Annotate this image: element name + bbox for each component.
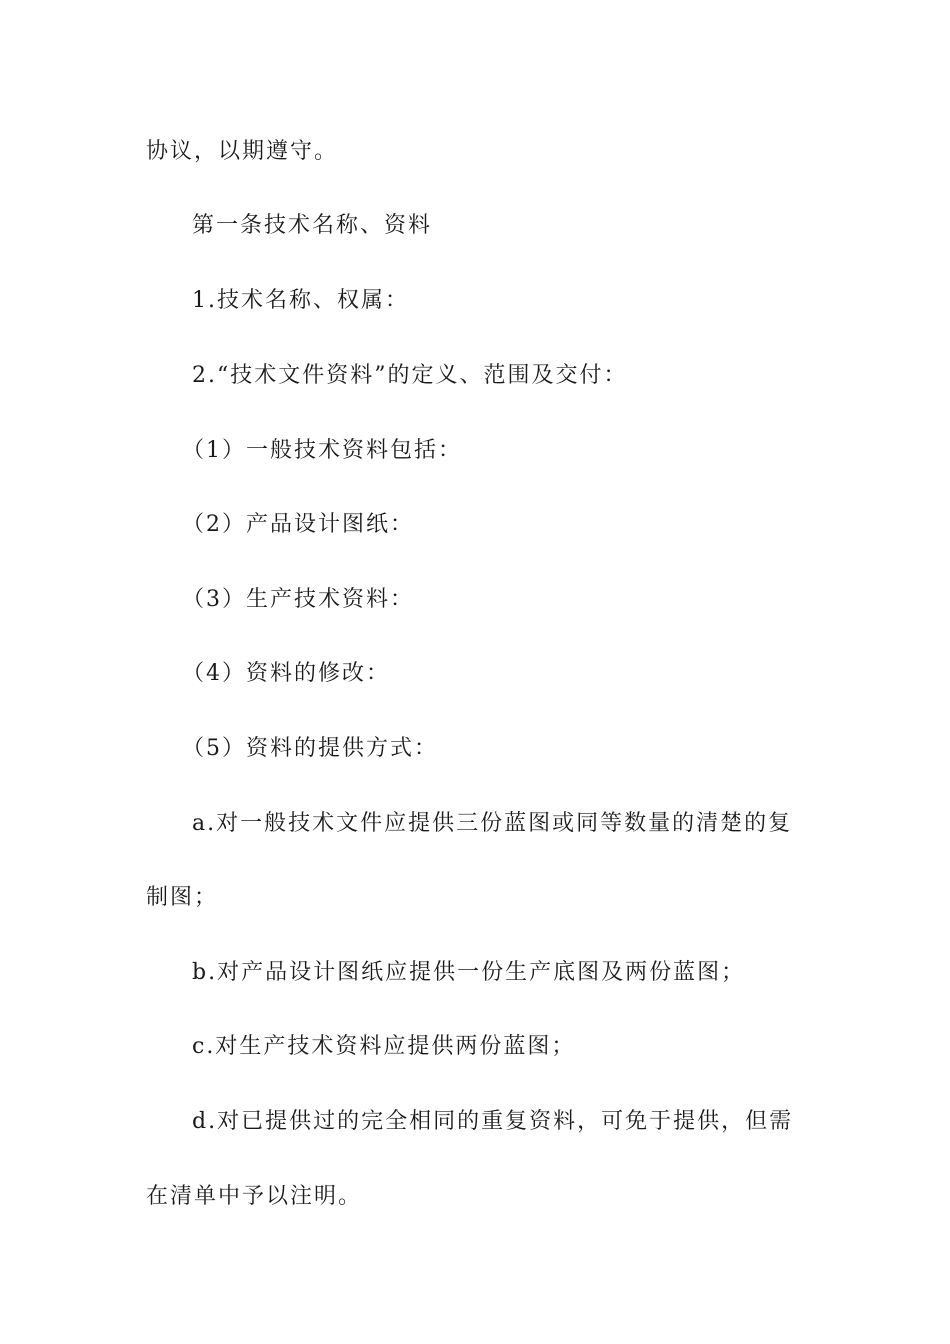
item-b: b.对产品设计图纸应提供一份生产底图及两份蓝图； (192, 960, 746, 985)
article-heading: 第一条技术名称、资料 (192, 213, 433, 238)
sub-item-5: （5）资料的提供方式： (182, 736, 438, 761)
item-c: c.对生产技术资料应提供两份蓝图； (192, 1034, 576, 1059)
item-d-line-1: d.对已提供过的完全相同的重复资料，可免于提供，但需 (192, 1109, 794, 1134)
item-a-line-1: a.对一般技术文件应提供三份蓝图或同等数量的清楚的复 (192, 811, 793, 836)
item-d-line-2: 在清单中予以注明。 (146, 1184, 363, 1209)
sub-item-2: （2）产品设计图纸： (182, 512, 414, 537)
sub-item-4: （4）资料的修改： (182, 661, 390, 686)
clause-2: 2.“技术文件资料”的定义、范围及交付： (192, 363, 628, 388)
paragraph-continuation: 协议，以期遵守。 (146, 139, 339, 164)
clause-1: 1.技术名称、权属： (192, 288, 409, 313)
sub-item-1: （1）一般技术资料包括： (182, 438, 462, 463)
sub-item-3: （3）生产技术资料： (182, 587, 414, 612)
item-a-line-2: 制图； (146, 885, 219, 910)
